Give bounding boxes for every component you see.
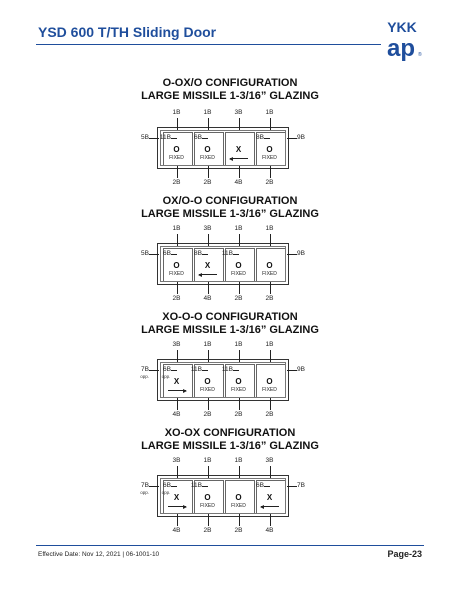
logo-text-bottom: ap (386, 35, 416, 62)
bottom-callout-line (270, 514, 271, 526)
right-jamb-label: 9B (297, 366, 305, 373)
config-title-line: XO-OX CONFIGURATION (164, 427, 296, 439)
top-section-label: 3B (172, 341, 181, 348)
bottom-callout-line (208, 282, 209, 294)
bottom-callout-line (239, 282, 240, 294)
right-jamb-label: 7B (297, 482, 305, 489)
top-section-label: 3B (265, 457, 274, 464)
top-callout-line (239, 466, 240, 478)
top-callout-line (208, 350, 209, 362)
fixed-panel-symbol: O (235, 377, 242, 386)
bottom-section-label: 2B (265, 295, 274, 302)
bottom-callout-line (239, 514, 240, 526)
fixed-panel-symbol: O (266, 261, 273, 270)
bottom-callout-line (208, 166, 209, 178)
meeting-rail-callout (202, 486, 208, 487)
fixed-note: FIXED (200, 503, 215, 509)
left-jamb-callout (149, 486, 159, 487)
slide-left-arrow-icon (261, 506, 279, 507)
bottom-section-label: 4B (172, 411, 181, 418)
meeting-rail-callout (202, 138, 208, 139)
meeting-rail-callout (202, 370, 208, 371)
config-title (0, 195, 460, 221)
top-section-label: 1B (234, 457, 243, 464)
top-section-label: 1B (203, 457, 212, 464)
bottom-callout-line (177, 166, 178, 178)
bottom-section-label: 4B (265, 527, 274, 534)
meeting-rail-label: 11B (190, 366, 202, 373)
operable-panel-symbol: X (173, 493, 180, 502)
meeting-rail-callout (171, 138, 177, 139)
top-callout-line (208, 118, 209, 130)
fixed-note: FIXED (231, 387, 246, 393)
top-callout-line (239, 234, 240, 246)
top-callout-line (177, 350, 178, 362)
fixed-panel-symbol: O (266, 377, 273, 386)
ykk-ap-logo (382, 18, 422, 62)
meeting-rail-callout (171, 254, 177, 255)
left-jamb-label: 7B (141, 366, 149, 373)
top-callout-line (208, 234, 209, 246)
logo-text-top: YKK (387, 19, 417, 35)
top-callout-line (270, 466, 271, 478)
config-title-line: LARGE MISSILE 1-3/16” GLAZING (141, 208, 319, 220)
config-title (0, 427, 460, 453)
fixed-panel-symbol: O (235, 261, 242, 270)
top-callout-line (208, 466, 209, 478)
meeting-rail-label: 6B (194, 134, 202, 141)
logo-registered-mark: ® (418, 52, 422, 58)
document-title: YSD 600 T/TH Sliding Door (38, 24, 217, 40)
fixed-panel-symbol: O (173, 261, 180, 270)
bottom-section-label: 2B (265, 179, 274, 186)
fixed-note: FIXED (169, 271, 184, 277)
left-jamb-label: 5B (141, 134, 149, 141)
bottom-callout-line (177, 282, 178, 294)
config-title-line: OX/O-O CONFIGURATION (162, 195, 298, 207)
fixed-panel-symbol: O (204, 145, 211, 154)
top-section-label: 3B (234, 109, 243, 116)
top-section-label: 1B (265, 109, 274, 116)
bottom-section-label: 2B (203, 411, 212, 418)
meeting-rail-label: 6B (163, 366, 171, 373)
top-section-label: 1B (172, 109, 181, 116)
config-title-line: O-OX/O CONFIGURATION (162, 77, 298, 89)
operable-panel-symbol: X (266, 493, 273, 502)
config-title (0, 311, 460, 337)
fixed-panel-symbol: O (204, 377, 211, 386)
fixed-note: FIXED (231, 503, 246, 509)
meeting-rail-callout (233, 254, 239, 255)
bottom-section-label: 2B (203, 527, 212, 534)
bottom-section-label: 2B (234, 295, 243, 302)
meeting-rail-label: 6B (163, 482, 171, 489)
bottom-callout-line (239, 166, 240, 178)
header-divider (36, 44, 381, 45)
config-title-line: LARGE MISSILE 1-3/16” GLAZING (141, 440, 319, 452)
right-jamb-label: 9B (297, 250, 305, 257)
operable-panel-symbol: X (204, 261, 211, 270)
top-section-label: 1B (234, 225, 243, 232)
operable-panel-symbol: X (173, 377, 180, 386)
fixed-panel-symbol: O (204, 493, 211, 502)
config-title (0, 77, 460, 103)
top-section-label: 1B (265, 225, 274, 232)
bottom-section-label: 4B (172, 527, 181, 534)
top-callout-line (239, 350, 240, 362)
bottom-section-label: 2B (234, 527, 243, 534)
operable-panel-symbol: X (235, 145, 242, 154)
meeting-rail-label: 6B (163, 250, 171, 257)
top-callout-line (177, 466, 178, 478)
bottom-callout-line (177, 514, 178, 526)
meeting-rail-callout (171, 486, 177, 487)
fixed-note: FIXED (231, 271, 246, 277)
fixed-note: FIXED (200, 155, 215, 161)
top-callout-line (270, 350, 271, 362)
left-jamb-callout (149, 254, 159, 255)
bottom-section-label: 2B (172, 179, 181, 186)
config-title-line: LARGE MISSILE 1-3/16” GLAZING (141, 324, 319, 336)
right-jamb-callout (287, 486, 297, 487)
fixed-note: FIXED (200, 387, 215, 393)
bottom-callout-line (239, 398, 240, 410)
footer-divider (36, 545, 424, 546)
bottom-callout-line (208, 398, 209, 410)
fixed-panel-symbol: O (266, 145, 273, 154)
left-jamb-label: 5B (141, 250, 149, 257)
left-jamb-label: 7B (141, 482, 149, 489)
bottom-callout-line (270, 166, 271, 178)
left-jamb-callout (149, 370, 159, 371)
fixed-panel-symbol: O (235, 493, 242, 502)
meeting-rail-callout (264, 486, 270, 487)
top-section-label: 1B (265, 341, 274, 348)
top-section-label: 3B (172, 457, 181, 464)
meeting-rail-callout (233, 370, 239, 371)
meeting-rail-label: 8B (194, 250, 202, 257)
meeting-rail-label: 11B (221, 366, 233, 373)
top-callout-line (177, 118, 178, 130)
page-number: Page-23 (387, 549, 422, 559)
meeting-rail-label: 11B (190, 482, 202, 489)
opposite-note: opp. (161, 374, 171, 379)
slide-left-arrow-icon (199, 274, 217, 275)
opposite-note: opp. (140, 490, 149, 495)
top-section-label: 1B (203, 109, 212, 116)
meeting-rail-label: 8B (256, 134, 264, 141)
top-section-label: 1B (234, 341, 243, 348)
right-jamb-callout (287, 370, 297, 371)
bottom-section-label: 2B (265, 411, 274, 418)
meeting-rail-callout (171, 370, 177, 371)
fixed-panel-symbol: O (173, 145, 180, 154)
top-callout-line (239, 118, 240, 130)
fixed-note: FIXED (262, 155, 277, 161)
bottom-section-label: 4B (203, 295, 212, 302)
top-section-label: 3B (203, 225, 212, 232)
top-section-label: 1B (203, 341, 212, 348)
slide-left-arrow-icon (230, 158, 248, 159)
top-callout-line (270, 234, 271, 246)
meeting-rail-label: 11B (221, 250, 233, 257)
meeting-rail-callout (202, 254, 208, 255)
meeting-rail-label: 6B (256, 482, 264, 489)
right-jamb-label: 9B (297, 134, 305, 141)
top-section-label: 1B (172, 225, 181, 232)
config-title-line: LARGE MISSILE 1-3/16” GLAZING (141, 90, 319, 102)
effective-date: Effective Date: Nov 12, 2021 | 06-1001-10 (38, 551, 160, 558)
top-callout-line (177, 234, 178, 246)
slide-right-arrow-icon (168, 506, 186, 507)
opposite-note: opp. (161, 490, 171, 495)
bottom-section-label: 2B (172, 295, 181, 302)
bottom-section-label: 2B (203, 179, 212, 186)
fixed-note: FIXED (262, 387, 277, 393)
left-jamb-callout (149, 138, 159, 139)
bottom-callout-line (270, 282, 271, 294)
meeting-rail-callout (264, 138, 270, 139)
bottom-callout-line (208, 514, 209, 526)
opposite-note: opp. (140, 374, 149, 379)
bottom-section-label: 4B (234, 179, 243, 186)
slide-right-arrow-icon (168, 390, 186, 391)
config-title-line: XO-O-O CONFIGURATION (162, 311, 298, 323)
fixed-note: FIXED (262, 271, 277, 277)
top-callout-line (270, 118, 271, 130)
meeting-rail-label: 11B (159, 134, 171, 141)
bottom-section-label: 2B (234, 411, 243, 418)
right-jamb-callout (287, 254, 297, 255)
bottom-callout-line (177, 398, 178, 410)
right-jamb-callout (287, 138, 297, 139)
bottom-callout-line (270, 398, 271, 410)
fixed-note: FIXED (169, 155, 184, 161)
